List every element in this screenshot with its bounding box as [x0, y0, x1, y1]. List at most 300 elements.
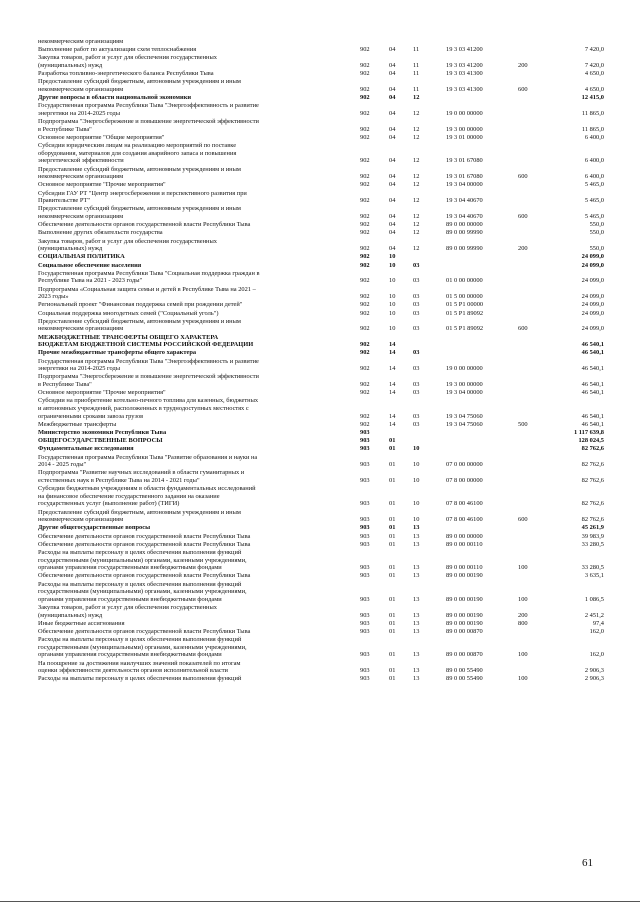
row-target-code: 01 5 00 00000: [446, 293, 483, 301]
table-row: [0, 549, 640, 572]
row-expense-type-code: 200: [518, 61, 528, 69]
table-row: [0, 94, 640, 102]
row-target-code: 89 0 00 00190: [446, 611, 483, 619]
row-subsection-code: 03: [413, 277, 420, 285]
row-name: ОБЩЕГОСУДАРСТВЕННЫЕ ВОПРОСЫ: [38, 437, 163, 445]
row-target-code: 89 0 00 00000: [446, 532, 483, 540]
row-target-code: 07 8 00 00000: [446, 476, 483, 484]
row-ministry-code: 903: [360, 437, 370, 445]
row-target-code: 89 0 00 00190: [446, 572, 483, 580]
row-section-code: 10: [389, 309, 396, 317]
row-ministry-code: 902: [360, 380, 370, 388]
row-section-code: 01: [389, 516, 396, 524]
row-section-code: 01: [389, 437, 396, 445]
table-row: [0, 572, 640, 580]
row-amount: 550,0: [589, 221, 604, 229]
row-section-code: 01: [389, 461, 396, 469]
row-ministry-code: 903: [360, 516, 370, 524]
row-section-code: 04: [389, 221, 396, 229]
row-section-code: 10: [389, 301, 396, 309]
row-name: Подпрограмма "Развитие научных исследований в области гуманитарных и естественных наук в Республике Тыва на 2014 - 2021 годы": [38, 469, 245, 484]
table-row: [0, 118, 640, 133]
row-expense-type-code: 600: [518, 325, 528, 333]
row-target-code: 19 0 00 00000: [446, 109, 483, 117]
row-name: Иные бюджетные ассигнования: [38, 619, 125, 627]
row-subsection-code: 13: [413, 564, 420, 572]
row-subsection-code: 11: [413, 46, 420, 54]
row-expense-type-code: 500: [518, 420, 528, 428]
row-ministry-code: 903: [360, 540, 370, 548]
row-subsection-code: 13: [413, 667, 420, 675]
row-ministry-code: 902: [360, 46, 370, 54]
table-row: [0, 142, 640, 165]
row-section-code: 01: [389, 611, 396, 619]
table-row: [0, 70, 640, 78]
row-section-code: 01: [389, 675, 396, 683]
row-ministry-code: 902: [360, 229, 370, 237]
row-section-code: 04: [389, 46, 396, 54]
row-ministry-code: 903: [360, 651, 370, 659]
row-target-code: 89 0 00 99990: [446, 245, 483, 253]
row-expense-type-code: 200: [518, 245, 528, 253]
row-subsection-code: 13: [413, 651, 420, 659]
row-subsection-code: 03: [413, 261, 420, 269]
row-amount: 82 762,6: [581, 476, 604, 484]
table-row: [0, 604, 640, 619]
row-section-code: 04: [389, 245, 396, 253]
row-amount: 6 400,0: [584, 134, 604, 141]
row-amount: 6 400,0: [584, 173, 604, 181]
row-section-code: 04: [389, 197, 396, 205]
row-subsection-code: 12: [413, 134, 420, 141]
row-target-code: 89 0 00 99990: [446, 229, 483, 237]
row-name: Другие вопросы в области национальной экономики: [38, 94, 192, 102]
row-name: Расходы на выплаты персоналу в целях обеспечения выполнения функций государственными (муниципальными) органами, казенными учреждениями, органами управления государственными внебюджетными фондами: [38, 549, 247, 572]
row-amount: 24 099,0: [581, 253, 604, 261]
row-ministry-code: 902: [360, 85, 370, 93]
page-number: 61: [582, 857, 593, 869]
row-section-code: 04: [389, 85, 396, 93]
row-amount: 82 762,6: [581, 445, 604, 453]
table-row: [0, 238, 640, 253]
row-subsection-code: 11: [413, 61, 420, 69]
row-section-code: 04: [389, 94, 396, 102]
row-subsection-code: 12: [413, 245, 420, 253]
row-name: На поощрение за достижения наилучших значений показателей по итогам оценки эффективности деятельности органов исполнительной власти: [38, 659, 241, 675]
row-name: Государственная программа Республики Тыва "Энергоэффективность и развитие энергетики на 2014-2025 годы: [38, 102, 259, 117]
row-name: Прочие межбюджетные трансферты общего характера: [38, 349, 197, 357]
row-name: Предоставление субсидий бюджетным, автономным учреждениям и иным некоммерческим организациям: [38, 78, 241, 93]
row-expense-type-code: 100: [518, 564, 528, 572]
row-subsection-code: 10: [413, 516, 420, 524]
row-target-code: 89 0 00 00000: [446, 221, 483, 229]
row-subsection-code: 03: [413, 325, 420, 333]
row-section-code: 04: [389, 125, 396, 133]
row-ministry-code: 902: [360, 94, 370, 102]
row-amount: 46 540,1: [581, 349, 604, 357]
row-ministry-code: 903: [360, 500, 370, 508]
row-subsection-code: 03: [413, 293, 420, 301]
row-amount: 33 280,5: [581, 564, 604, 572]
row-amount: 2 906,3: [584, 675, 604, 683]
row-target-code: 19 0 00 00000: [446, 365, 483, 373]
row-target-code: 19 3 03 41200: [446, 46, 483, 54]
row-ministry-code: 902: [360, 181, 370, 189]
row-amount: 24 099,0: [581, 293, 604, 301]
row-subsection-code: 13: [413, 572, 420, 580]
table-row: [0, 636, 640, 659]
row-ministry-code: 903: [360, 461, 370, 469]
row-amount: 46 540,1: [581, 420, 604, 428]
row-section-code: 14: [389, 349, 396, 357]
row-ministry-code: 903: [360, 532, 370, 540]
row-amount: 45 261,9: [581, 524, 604, 532]
row-name: Подпрограмма "Энергосбережение и повышение энергетической эффективности в Республике Тыва": [38, 373, 259, 388]
row-section-code: 10: [389, 261, 396, 269]
row-target-code: 07 0 00 00000: [446, 461, 483, 469]
row-name: Подпрограмма "Энергосбережение и повышение энергетической эффективности в Республике Тыва": [38, 118, 259, 133]
row-amount: 5 465,0: [584, 197, 604, 205]
row-name: Обеспечение деятельности органов государственной власти Республики Тыва: [38, 628, 251, 635]
row-section-code: 01: [389, 532, 396, 540]
row-target-code: 89 0 00 00190: [446, 595, 483, 603]
row-expense-type-code: 600: [518, 212, 528, 220]
table-row: [0, 581, 640, 604]
table-row: [0, 286, 640, 301]
row-target-code: 19 3 04 40670: [446, 197, 483, 205]
row-ministry-code: 902: [360, 341, 370, 349]
row-subsection-code: 03: [413, 412, 420, 420]
row-name: Выполнение других обязательств государства: [38, 229, 163, 237]
row-section-code: 14: [389, 365, 396, 373]
row-target-code: 89 0 00 55490: [446, 675, 483, 683]
row-amount: 7 420,0: [584, 61, 604, 69]
row-target-code: 19 3 04 00000: [446, 181, 483, 189]
row-ministry-code: 903: [360, 619, 370, 627]
row-ministry-code: 903: [360, 524, 370, 532]
row-expense-type-code: 100: [518, 651, 528, 659]
row-section-code: 14: [389, 380, 396, 388]
table-row: [0, 229, 640, 237]
table-row: [0, 389, 640, 397]
row-section-code: 01: [389, 628, 396, 635]
row-section-code: 01: [389, 445, 396, 453]
row-target-code: 89 0 00 00110: [446, 540, 483, 548]
row-subsection-code: 10: [413, 476, 420, 484]
row-name: Социальное обеспечение населения: [38, 261, 142, 269]
row-amount: 46 540,1: [581, 380, 604, 388]
row-subsection-code: 12: [413, 109, 420, 117]
row-name: Выполнение работ по актуализации схем теплоснабжения: [38, 46, 197, 54]
row-amount: 550,0: [589, 229, 604, 237]
row-target-code: 01 5 P1 89092: [446, 309, 484, 317]
row-expense-type-code: 100: [518, 675, 528, 683]
table-row: [0, 334, 640, 349]
table-row: [0, 221, 640, 229]
row-section-code: 01: [389, 564, 396, 572]
row-name: Основное мероприятие "Общие мероприятия": [38, 134, 165, 141]
table-row: [0, 628, 640, 636]
row-ministry-code: 902: [360, 420, 370, 428]
row-name: Обеспечение деятельности органов государственной власти Республики Тыва: [38, 221, 251, 229]
row-amount: 5 465,0: [584, 181, 604, 189]
row-subsection-code: 13: [413, 532, 420, 540]
row-amount: 550,0: [589, 245, 604, 253]
row-subsection-code: 13: [413, 628, 420, 635]
row-section-code: 01: [389, 500, 396, 508]
table-row: [0, 205, 640, 220]
row-target-code: 19 3 01 67080: [446, 157, 483, 165]
table-row: [0, 675, 640, 683]
row-ministry-code: 903: [360, 476, 370, 484]
row-target-code: 19 3 00 00000: [446, 380, 483, 388]
row-ministry-code: 902: [360, 349, 370, 357]
row-section-code: 04: [389, 61, 396, 69]
row-name: Обеспечение деятельности органов государственной власти Республики Тыва: [38, 532, 251, 540]
row-target-code: 01 5 P1 00000: [446, 301, 484, 309]
row-name: Субсидии юридическим лицам на реализацию мероприятий по поставке оборудования, материалов для создания аварийного запаса и повышения энергетической эффективности: [38, 142, 237, 165]
table-row: [0, 38, 640, 46]
row-subsection-code: 03: [413, 380, 420, 388]
row-ministry-code: 903: [360, 611, 370, 619]
row-name: Расходы на выплаты персоналу в целях обеспечения выполнения функций: [38, 675, 242, 683]
row-subsection-code: 11: [413, 70, 420, 78]
row-amount: 46 540,1: [581, 365, 604, 373]
table-row: [0, 270, 640, 285]
row-ministry-code: 902: [360, 61, 370, 69]
row-section-code: 04: [389, 70, 396, 78]
row-amount: 46 540,1: [581, 341, 604, 349]
row-amount: 1 086,5: [584, 595, 604, 603]
row-section-code: 01: [389, 524, 396, 532]
row-section-code: 04: [389, 173, 396, 181]
row-subsection-code: 13: [413, 540, 420, 548]
row-section-code: 14: [389, 420, 396, 428]
table-row: [0, 454, 640, 469]
row-name: Государственная программа Республики Тыва "Энергоэффективность и развитие энергетики на 2014-2025 годы: [38, 357, 259, 373]
row-subsection-code: 13: [413, 611, 420, 619]
row-target-code: 01 5 P1 89092: [446, 325, 484, 333]
row-ministry-code: 903: [360, 429, 370, 436]
row-subsection-code: 13: [413, 595, 420, 603]
table-row: [0, 524, 640, 532]
table-row: [0, 445, 640, 453]
table-row: [0, 533, 640, 541]
row-name: Министерство экономики Республики Тыва: [38, 429, 167, 436]
row-name: Расходы на выплаты персоналу в целях обеспечения выполнения функций государственными (муниципальными) органами, казенными учреждениями, органами управления государственными внебюджетными фондами: [38, 580, 247, 603]
row-section-code: 04: [389, 134, 396, 141]
row-section-code: 01: [389, 476, 396, 484]
table-row: [0, 397, 640, 420]
row-name: Субсидии ГАУ РТ "Центр энергосбережения и перспективного развития при Правительстве РТ": [38, 189, 247, 205]
row-amount: 24 099,0: [581, 261, 604, 269]
row-target-code: 19 3 01 00000: [446, 134, 483, 141]
row-ministry-code: 902: [360, 212, 370, 220]
row-ministry-code: 902: [360, 173, 370, 181]
row-ministry-code: 902: [360, 325, 370, 333]
row-amount: 7 420,0: [584, 46, 604, 54]
row-target-code: 19 3 00 00000: [446, 125, 483, 133]
row-amount: 33 280,5: [581, 540, 604, 548]
table-row: [0, 541, 640, 549]
row-amount: 24 099,0: [581, 325, 604, 333]
table-row: [0, 620, 640, 628]
row-subsection-code: 12: [413, 197, 420, 205]
row-subsection-code: 13: [413, 524, 420, 532]
row-amount: 4 650,0: [584, 70, 604, 78]
row-name: Другие общегосударственные вопросы: [38, 524, 151, 532]
row-name: Обеспечение деятельности органов государственной власти Республики Тыва: [38, 572, 251, 580]
row-amount: 24 099,0: [581, 277, 604, 285]
row-name: Социальная поддержка многодетных семей ("Социальный уголь"): [38, 309, 219, 317]
row-section-code: 01: [389, 540, 396, 548]
row-amount: 3 635,1: [584, 572, 604, 580]
row-target-code: 19 3 01 67080: [446, 173, 483, 181]
row-name: Закупка товаров, работ и услуг для обеспечения государственных (муниципальных) нужд: [38, 604, 217, 619]
row-amount: 4 650,0: [584, 85, 604, 93]
row-target-code: 19 3 03 41300: [446, 70, 483, 78]
row-name: Подпрограмма «Социальная защита семьи и детей в Республике Тыва на 2021 – 2023 годы»: [38, 285, 256, 301]
row-ministry-code: 902: [360, 157, 370, 165]
row-ministry-code: 902: [360, 293, 370, 301]
row-amount: 1 117 639,8: [573, 429, 604, 436]
table-row: [0, 421, 640, 429]
row-section-code: 14: [389, 389, 396, 397]
row-section-code: 04: [389, 157, 396, 165]
table-row: [0, 78, 640, 93]
row-name: Предоставление субсидий бюджетным, автономным учреждениям и иным некоммерческим организациям: [38, 508, 241, 524]
row-subsection-code: 12: [413, 125, 420, 133]
table-row: [0, 54, 640, 69]
row-section-code: 04: [389, 181, 396, 189]
row-subsection-code: 03: [413, 309, 420, 317]
row-target-code: 19 3 04 00000: [446, 389, 483, 397]
row-name: Предоставление субсидий бюджетным, автономным учреждениям и иным некоммерческим организациям: [38, 205, 241, 220]
row-target-code: 19 3 03 41300: [446, 85, 483, 93]
row-ministry-code: 903: [360, 667, 370, 675]
row-name: МЕЖБЮДЖЕТНЫЕ ТРАНСФЕРТЫ ОБЩЕГО ХАРАКТЕРА БЮДЖЕТАМ БЮДЖЕТНОЙ СИСТЕМЫ РОССИЙСКОЙ ФЕДЕРАЦИИ: [38, 333, 254, 349]
row-ministry-code: 902: [360, 253, 370, 261]
row-expense-type-code: 200: [518, 611, 528, 619]
row-subsection-code: 10: [413, 461, 420, 469]
row-name: Субсидии бюджетным учреждениям в области фундаментальных исследований на финансовое обеспечение государственного задания на оказание государственных услуг (выполнение работ) (ТИГИ): [38, 485, 256, 508]
row-ministry-code: 902: [360, 261, 370, 269]
row-subsection-code: 03: [413, 420, 420, 428]
row-amount: 6 400,0: [584, 157, 604, 165]
row-ministry-code: 902: [360, 125, 370, 133]
row-ministry-code: 902: [360, 221, 370, 229]
row-name: Разработка топливно-энергетического баланса Республики Тыва: [38, 70, 214, 78]
row-section-code: 04: [389, 229, 396, 237]
row-section-code: 10: [389, 325, 396, 333]
row-amount: 162,0: [589, 628, 604, 635]
row-name: Обеспечение деятельности органов государственной власти Республики Тыва: [38, 540, 251, 548]
row-target-code: 89 0 00 00870: [446, 651, 483, 659]
row-ministry-code: 902: [360, 389, 370, 397]
row-subsection-code: 12: [413, 212, 420, 220]
table-row: [0, 485, 640, 508]
table-row: [0, 102, 640, 117]
row-ministry-code: 902: [360, 277, 370, 285]
row-section-code: 01: [389, 651, 396, 659]
row-subsection-code: 12: [413, 94, 420, 102]
row-ministry-code: 903: [360, 445, 370, 453]
table-row: [0, 358, 640, 373]
table-row: [0, 469, 640, 484]
row-name: Предоставление субсидий бюджетным, автономным учреждениям и иным некоммерческим организациям: [38, 165, 241, 181]
row-name: Субсидии на приобретение котельно-печного топлива для казенных, бюджетных и автономных учреждений, расположенных в труднодоступных местностях с ограниченными сроками завоза грузов: [38, 397, 259, 420]
row-ministry-code: 902: [360, 70, 370, 78]
row-ministry-code: 902: [360, 245, 370, 253]
row-name: Закупка товаров, работ и услуг для обеспечения государственных (муниципальных) нужд: [38, 54, 217, 69]
row-subsection-code: 12: [413, 157, 420, 165]
table-row: [0, 301, 640, 309]
table-row: [0, 318, 640, 333]
row-subsection-code: 03: [413, 365, 420, 373]
row-target-code: 89 0 00 00190: [446, 619, 483, 627]
row-expense-type-code: 600: [518, 173, 528, 181]
row-name: Региональный проект "Финансовая поддержка семей при рождении детей": [38, 301, 243, 309]
bottom-rule: [0, 901, 640, 902]
row-amount: 46 540,1: [581, 412, 604, 420]
row-section-code: 10: [389, 253, 396, 261]
row-amount: 24 099,0: [581, 309, 604, 317]
row-ministry-code: 903: [360, 595, 370, 603]
row-amount: 82 762,6: [581, 516, 604, 524]
table-row: [0, 310, 640, 318]
row-amount: 12 415,0: [581, 94, 604, 102]
row-ministry-code: 902: [360, 301, 370, 309]
row-name: Предоставление субсидий бюджетным, автономным учреждениям и иным некоммерческим организациям: [38, 317, 241, 333]
row-section-code: 10: [389, 277, 396, 285]
row-subsection-code: 12: [413, 229, 420, 237]
row-ministry-code: 902: [360, 365, 370, 373]
row-name: Основное мероприятие "Прочие мероприятия": [38, 181, 166, 189]
row-target-code: 89 0 00 00870: [446, 628, 483, 635]
row-section-code: 01: [389, 572, 396, 580]
row-ministry-code: 902: [360, 309, 370, 317]
table-row: [0, 46, 640, 54]
row-ministry-code: 902: [360, 134, 370, 141]
row-subsection-code: 12: [413, 173, 420, 181]
row-expense-type-code: 600: [518, 516, 528, 524]
table-row: [0, 437, 640, 445]
row-name: Государственная программа Республики Тыва "Развитие образования и науки на 2014 - 2025 годы": [38, 453, 258, 469]
row-target-code: 19 3 04 75060: [446, 412, 483, 420]
row-amount: 162,0: [589, 651, 604, 659]
row-target-code: 01 0 00 00000: [446, 277, 483, 285]
row-name: Межбюджетные трансферты: [38, 420, 117, 428]
row-amount: 5 465,0: [584, 212, 604, 220]
row-ministry-code: 903: [360, 564, 370, 572]
row-name: Расходы на выплаты персоналу в целях обеспечения выполнения функций государственными (муниципальными) органами, казенными учреждениями, органами управления государственными внебюджетными фондами: [38, 636, 247, 659]
row-ministry-code: 903: [360, 572, 370, 580]
row-subsection-code: 03: [413, 301, 420, 309]
row-ministry-code: 902: [360, 109, 370, 117]
row-amount: 82 762,6: [581, 461, 604, 469]
table-row: [0, 262, 640, 270]
table-row: [0, 181, 640, 189]
row-amount: 24 099,0: [581, 301, 604, 309]
row-amount: 11 865,0: [581, 109, 604, 117]
row-subsection-code: 03: [413, 349, 420, 357]
table-row: [0, 166, 640, 181]
row-subsection-code: 12: [413, 221, 420, 229]
row-amount: 2 451,2: [584, 611, 604, 619]
row-amount: 2 906,3: [584, 667, 604, 675]
row-subsection-code: 11: [413, 85, 420, 93]
table-row: [0, 509, 640, 524]
